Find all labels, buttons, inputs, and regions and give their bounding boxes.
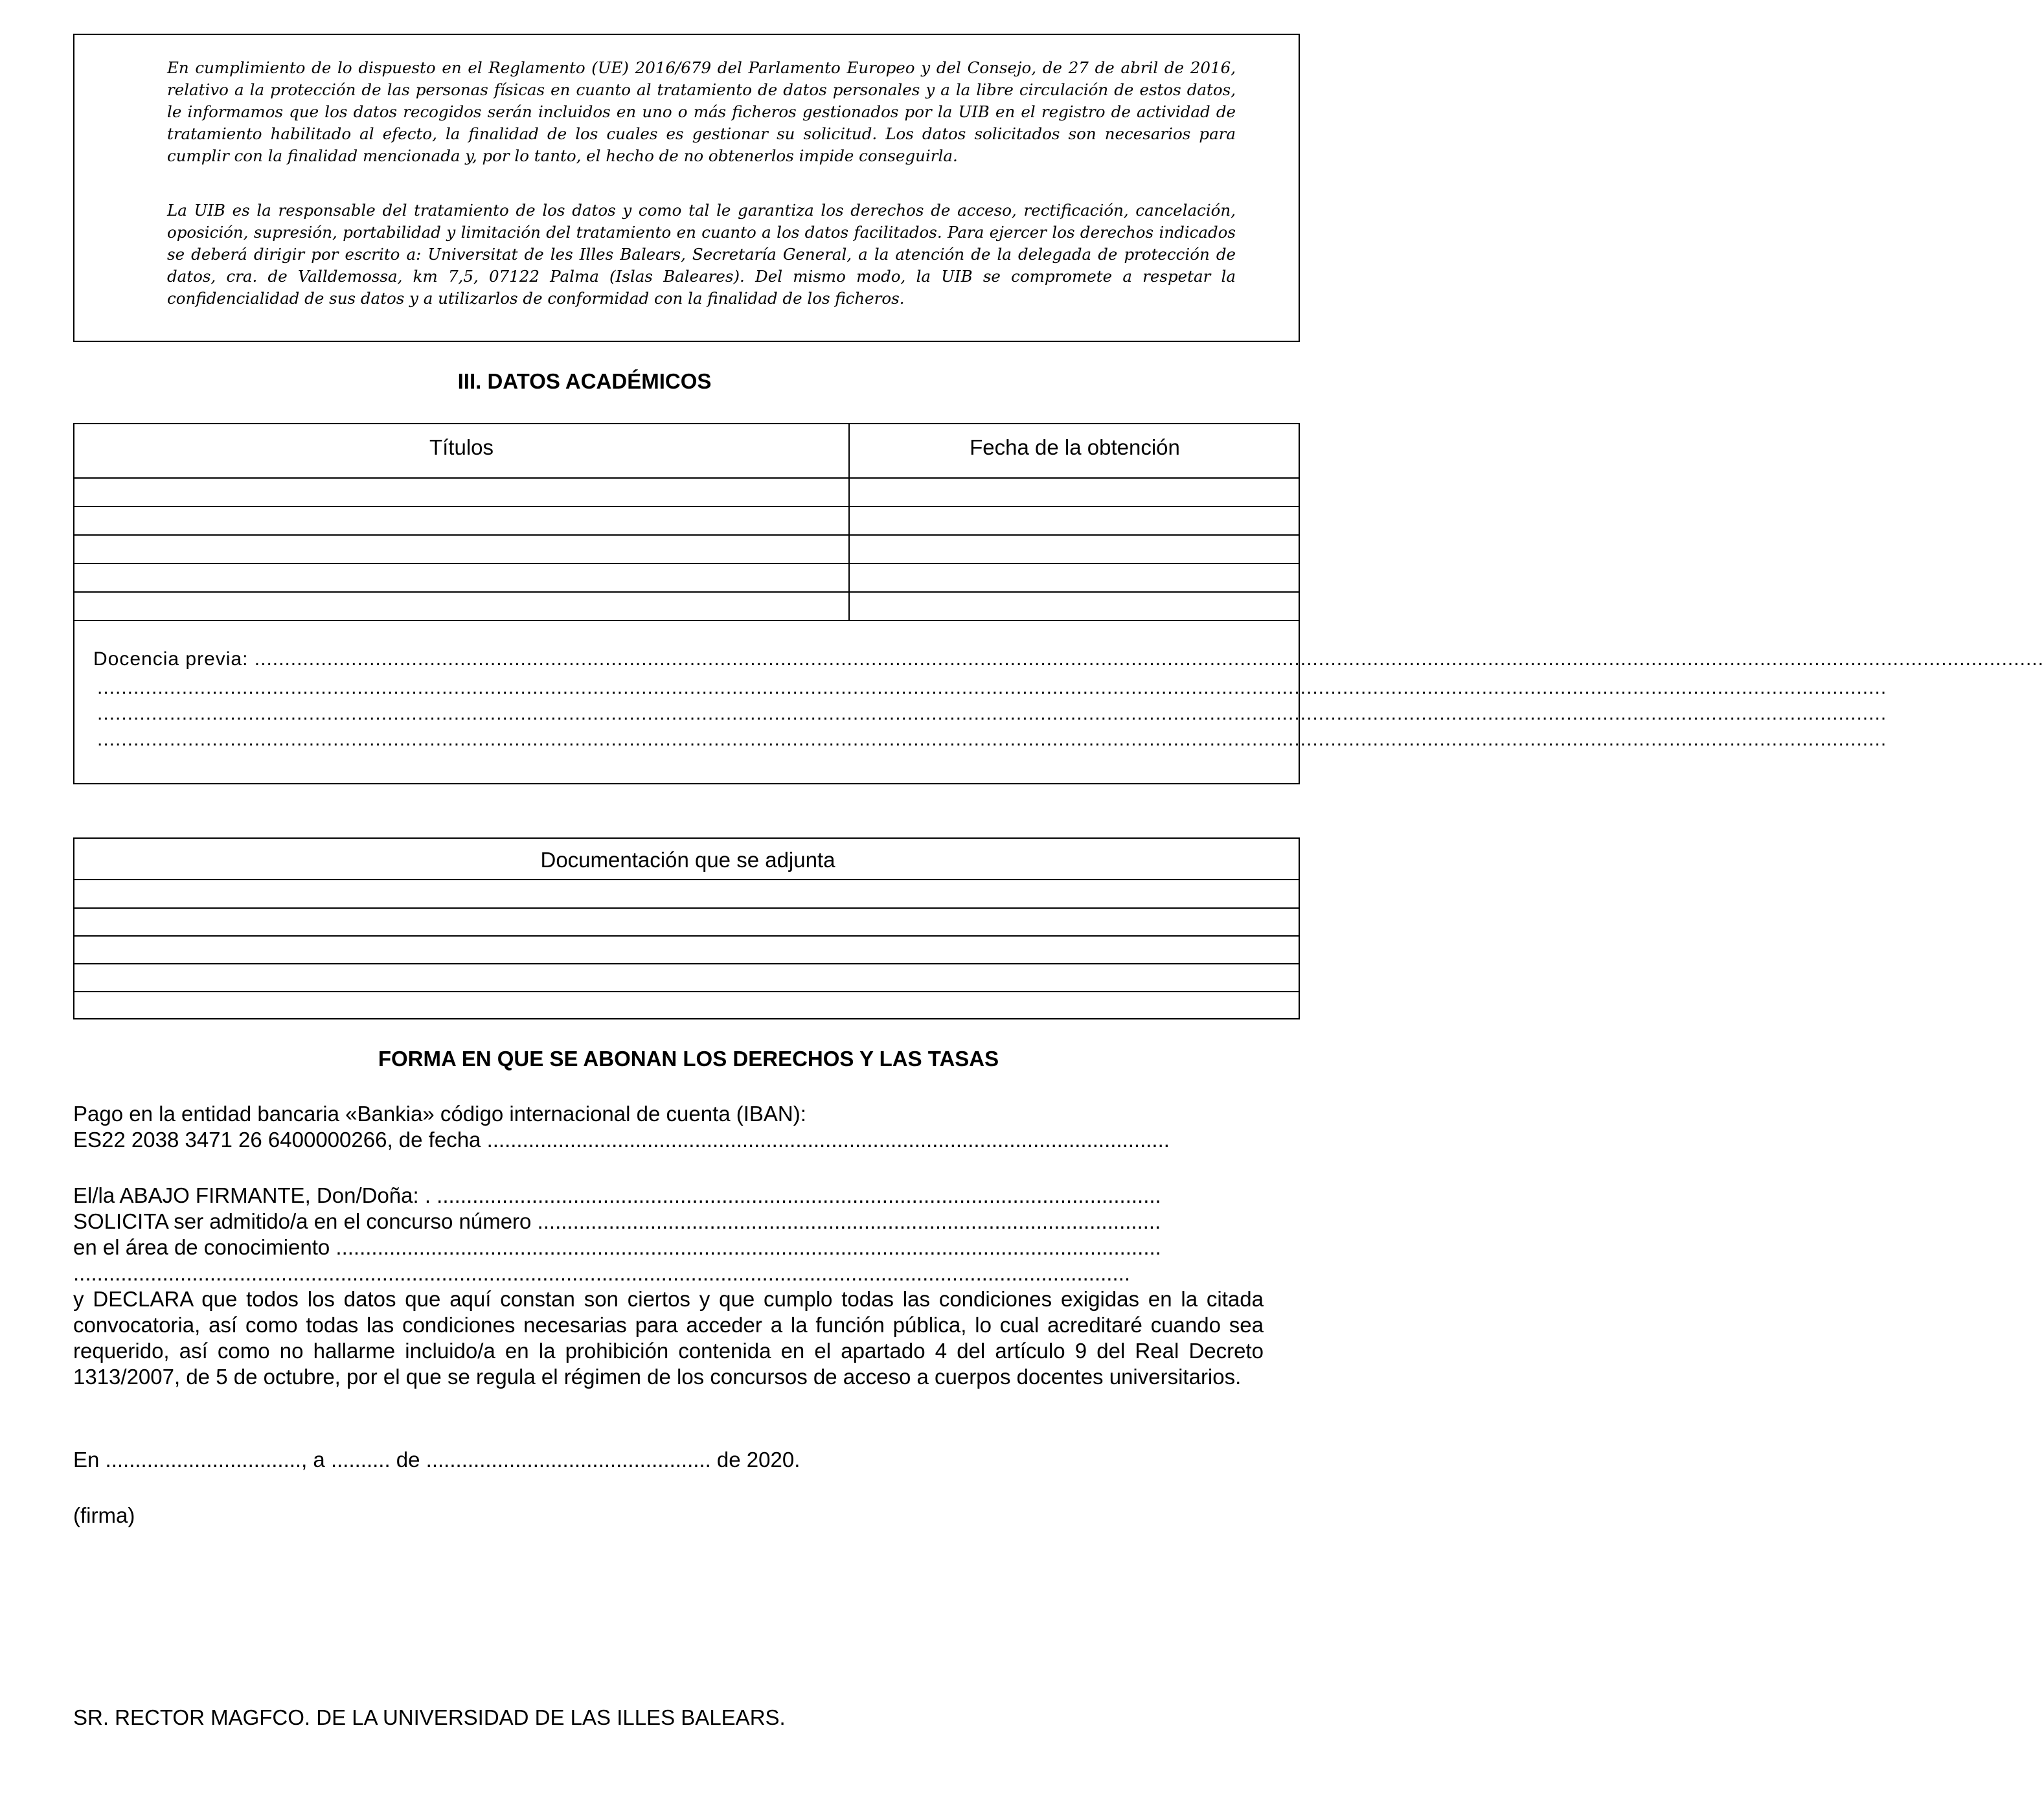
row-divider — [74, 477, 1299, 479]
privacy-paragraph-1: En cumplimiento de lo dispuesto en el Reglamento (UE) 2016/679 del Parlamento Europeo y del Consejo, de 27 de abril de 2016, relativo a la protección de las personas físicas en cuanto al tratamiento de datos personales y a la libre circulación de estos datos, le informamos que los datos recogidos serán incluidos en uno o más ficheros gestionados por la UIB en el registro de actividad de tratamiento habilitado al efecto, la finalidad de los cuales es gestionar su solicitud. Los datos solicitados son necesarios para cumplir con la finalidad mencionada y, por lo tanto, el hecho de no obtenerlos impide conseguirla. — [167, 58, 1236, 165]
docencia-previa-line-1: Docencia previa: ........................................................................................................................................................................................................................................................................................................ — [93, 648, 2044, 670]
documentation-header: Documentación que se adjunta — [540, 848, 835, 872]
applicant-name-field[interactable]: El/la ABAJO FIRMANTE, Don/Doña: . .......................................................................................................................... — [73, 1183, 1161, 1207]
docencia-previa-label: Docencia previa: — [93, 648, 249, 670]
row-divider — [74, 907, 1299, 909]
row-divider — [74, 991, 1299, 992]
row-divider — [74, 563, 1299, 564]
contest-number-field[interactable]: SOLICITA ser admitido/a en el concurso número ......................................................................................................... — [73, 1209, 1161, 1233]
row-divider — [74, 591, 1299, 593]
docencia-previa-line-2: ........................................................................................................................................................................................................................................................................................................ — [97, 677, 1887, 698]
column-header-fecha: Fecha de la obtención — [970, 435, 1180, 459]
payment-bank-line: Pago en la entidad bancaria «Bankia» código internacional de cuenta (IBAN): — [73, 1102, 806, 1126]
docencia-previa-line-4: ........................................................................................................................................................................................................................................................................................................ — [97, 729, 1887, 750]
signature-label: (firma) — [73, 1503, 135, 1527]
row-divider — [74, 534, 1299, 536]
declaration-paragraph: y DECLARA que todos los datos que aquí constan son ciertos y que cumplo todas las condiciones exigidas en la citada convocatoria, así como todas las condiciones necesarias para acceder a la función pública, lo cual acreditaré cuando sea requerido, así como no hallarme incluido/a en la prohibición contenida en el apartado 4 del artículo 9 del Real Decreto 1313/2007, de 5 de octubre, por el que se regula el régimen de los concursos de acceso a cuerpos docentes universitarios. — [73, 1287, 1264, 1389]
academic-table — [73, 423, 2044, 784]
privacy-notice-box — [73, 34, 1300, 342]
column-header-titulos: Títulos — [429, 435, 494, 459]
documentation-table — [73, 837, 1300, 1019]
place-date-field[interactable]: En ................................., a .......... de ................................................ de 2020. — [73, 1448, 801, 1472]
docencia-previa-line-3: ........................................................................................................................................................................................................................................................................................................ — [97, 703, 1887, 724]
knowledge-area-field[interactable]: en el área de conocimiento ........................................................................................................................................... — [73, 1235, 1161, 1259]
section-title-payment: FORMA EN QUE SE ABONAN LOS DERECHOS Y LAS TASAS — [378, 1047, 999, 1071]
docencia-previa-field[interactable] — [74, 621, 2044, 783]
knowledge-area-field-continued[interactable]: .................................................................................................................................................................................. — [73, 1261, 1130, 1285]
payment-iban-date-field[interactable]: ES22 2038 3471 26 6400000266, de fecha ................................................................................................................... — [73, 1128, 1170, 1152]
row-divider — [74, 963, 1299, 964]
row-divider — [74, 879, 1299, 880]
row-divider — [74, 935, 1299, 937]
addressee-line: SR. RECTOR MAGFCO. DE LA UNIVERSIDAD DE LAS ILLES BALEARS. — [73, 1705, 786, 1729]
privacy-paragraph-2: La UIB es la responsable del tratamiento de los datos y como tal le garantiza los derechos de acceso, rectificación, cancelación, oposición, supresión, portabilidad y limitación del tratamiento en cuanto a los datos facilitados. Para ejercer los derechos indicados se deberá dirigir por escrito a: Universitat de les Illes Balears, Secretaría General, a la atención de la delegada de protección de datos, cra. de Valldemossa, km 7,5, 07122 Palma (Islas Baleares). Del mismo modo, la UIB se compromete a respetar la confidencialidad de sus datos y a utilizarlos de conformidad con la finalidad de los ficheros. — [167, 201, 1236, 308]
section-title-academic: III. DATOS ACADÉMICOS — [457, 369, 712, 393]
row-divider — [74, 506, 1299, 507]
